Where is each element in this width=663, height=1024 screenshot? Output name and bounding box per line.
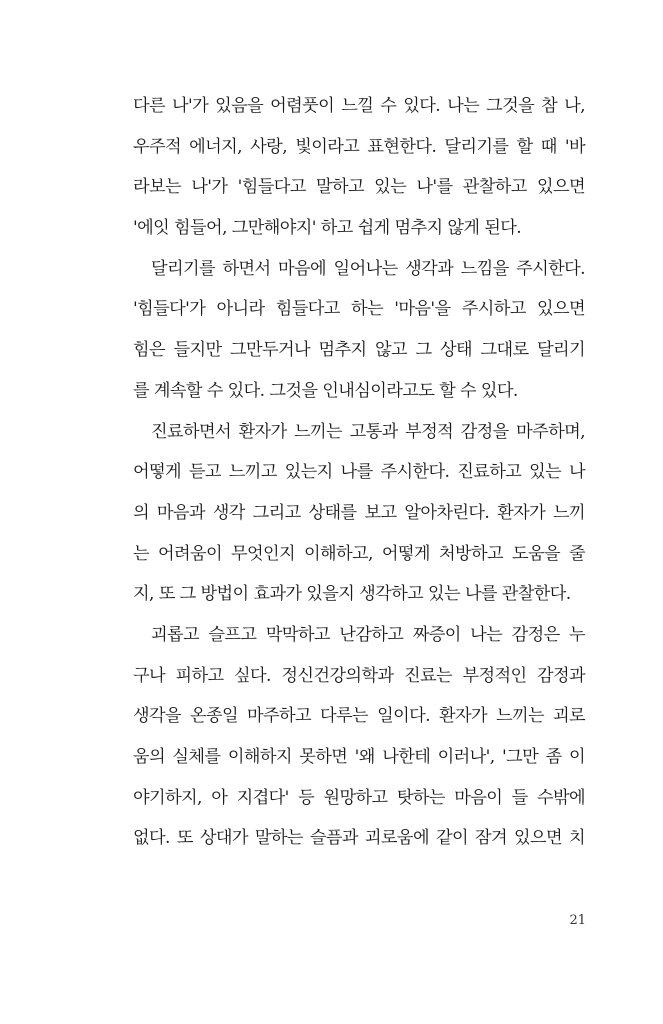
text-line: '에잇 힘들어, 그만해야지' 하고 쉽게 멈추지 않게 된다. bbox=[133, 218, 522, 239]
text-line: 생각을 온종일 마주하고 다루는 일이다. 환자가 느끼는 괴로 bbox=[133, 706, 585, 727]
text-line: 지, 또 그 방법이 효과가 있을지 생각하고 있는 나를 관찰한다. bbox=[133, 584, 571, 605]
page-number: 21 bbox=[569, 913, 586, 928]
text-line: 달리기를 하면서 마음에 일어나는 생각과 느낌을 주시한다. bbox=[151, 258, 585, 279]
text-line: 진료하면서 환자가 느끼는 고통과 부정적 감정을 마주하며, bbox=[151, 421, 585, 442]
text-line: 없다. 또 상대가 말하는 슬픔과 괴로움에 같이 잠겨 있으면 치 bbox=[133, 828, 585, 849]
text-line: 의 마음과 생각 그리고 상태를 보고 알아차린다. 환자가 느끼 bbox=[133, 502, 585, 523]
text-line: 어떻게 듣고 느끼고 있는지 나를 주시한다. 진료하고 있는 나 bbox=[133, 462, 585, 483]
text-line: 괴롭고 슬프고 막막하고 난감하고 짜증이 나는 감정은 누 bbox=[151, 624, 585, 645]
text-line: 움의 실체를 이해하지 못하면 '왜 나한테 이러나', '그만 좀 이 bbox=[133, 747, 585, 767]
text-line: '힘들다'가 아니라 힘들다고 하는 '마음'을 주시하고 있으면 bbox=[133, 299, 585, 320]
text-line: 구나 피하고 싶다. 정신건강의학과 진료는 부정적인 감정과 bbox=[133, 665, 585, 686]
text-line: 라보는 나'가 '힘들다고 말하고 있는 나'를 관찰하고 있으면 bbox=[133, 177, 585, 198]
text-line: 를 계속할 수 있다. 그것을 인내심이라고도 할 수 있다. bbox=[133, 380, 518, 401]
text-line: 우주적 에너지, 사랑, 빛이라고 표현한다. 달리기를 할 때 '바 bbox=[133, 136, 585, 157]
text-line: 다른 나'가 있음을 어렴풋이 느낄 수 있다. 나는 그것을 참 나, bbox=[133, 96, 585, 116]
text-line: 힘은 들지만 그만두거나 멈추지 않고 그 상태 그대로 달리기 bbox=[133, 340, 585, 361]
body-text bbox=[133, 86, 585, 859]
text-line: 야기하지, 아 지겹다' 등 원망하고 탓하는 마음이 들 수밖에 bbox=[133, 787, 585, 808]
text-line: 는 어려움이 무엇인지 이해하고, 어떻게 처방하고 도움을 줄 bbox=[133, 543, 585, 564]
